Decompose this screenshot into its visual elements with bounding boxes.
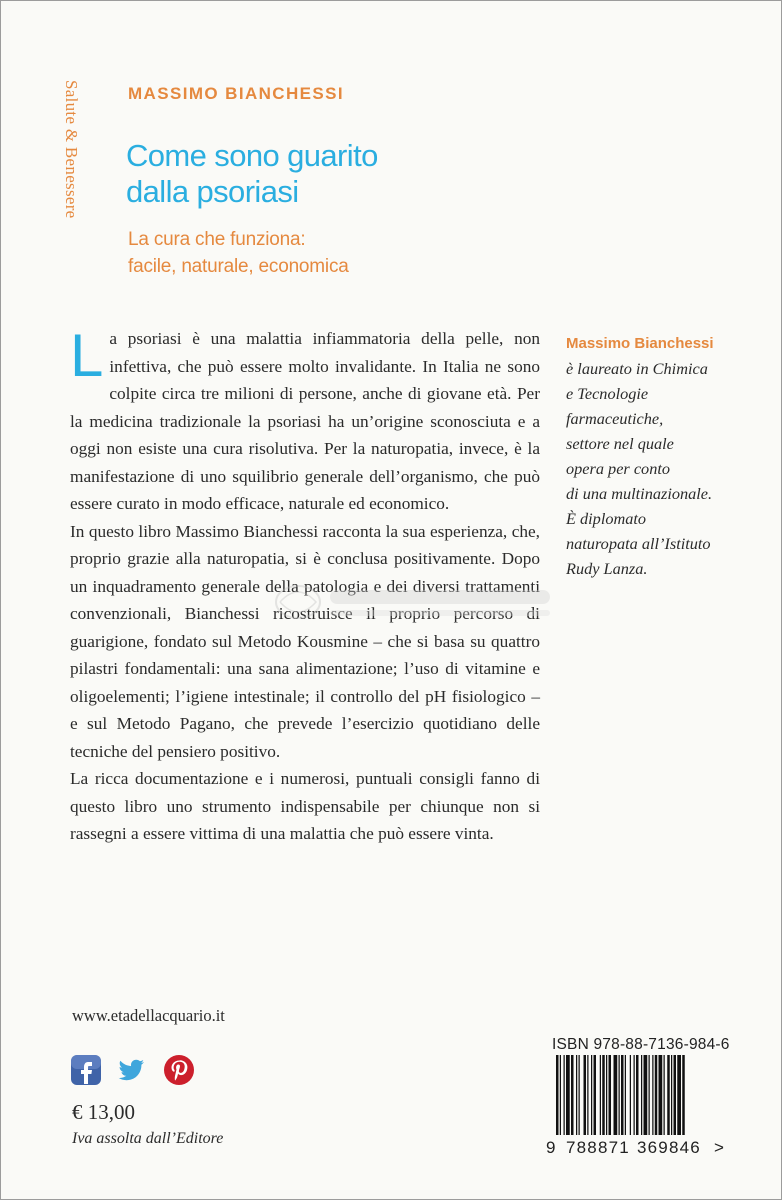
barcode-bar [584, 1055, 587, 1135]
publisher-website-link[interactable]: www.etadellacquario.it [72, 1006, 225, 1025]
barcode-bar [594, 1055, 597, 1135]
barcode-bar [644, 1055, 648, 1135]
author-bio [566, 330, 766, 581]
barcode-number [546, 1138, 736, 1160]
barcode-bar [636, 1055, 639, 1135]
barcode-bar [664, 1055, 665, 1135]
bio-line: È diplomato [566, 509, 647, 528]
blurb-paragraph [70, 322, 540, 518]
barcode-bar [659, 1055, 663, 1135]
facebook-icon[interactable] [70, 1054, 102, 1086]
barcode-bar [619, 1055, 620, 1135]
barcode-bar [671, 1055, 672, 1135]
drop-cap: L [70, 322, 104, 389]
barcode-bar [652, 1055, 653, 1135]
barcode-bar [591, 1055, 592, 1135]
barcode-bar [625, 1055, 626, 1135]
bio-line: settore nel quale [566, 434, 674, 453]
blurb-paragraph: La ricca documentazione e i numerosi, puntuali consigli fanno di questo libro uno strumento indispensabile per chiunque non si rassegni a essere vittima di una malattia che può essere vinta. [70, 769, 540, 843]
book-title-line: dalla psoriasi [126, 174, 299, 209]
barcode-bar [560, 1055, 561, 1135]
bio-line: Rudy Lanza. [566, 559, 648, 578]
barcode-bar [634, 1055, 635, 1135]
barcode-bar [630, 1055, 631, 1135]
barcode-bar [677, 1055, 681, 1135]
barcode-bar [579, 1055, 580, 1135]
bio-author-name: Massimo Bianchessi [566, 335, 714, 352]
barcode-bar [587, 1055, 588, 1135]
barcode-bar [564, 1055, 565, 1135]
book-subtitle [128, 226, 349, 280]
barcode-bar [566, 1055, 570, 1135]
barcode-bar [655, 1055, 658, 1135]
barcode-bar [674, 1055, 677, 1135]
barcode-bar [667, 1055, 670, 1135]
barcode-bar [600, 1055, 601, 1135]
bio-line: è laureato in Chimica [566, 359, 708, 378]
barcode-bar [571, 1055, 574, 1135]
isbn-label: ISBN 978-88-7136-984-6 [552, 1036, 730, 1053]
author-name: MASSIMO BIANCHESSI [128, 84, 344, 103]
vat-note: Iva assolta dall’Editore [72, 1130, 224, 1147]
barcode-bar [602, 1055, 605, 1135]
blurb-paragraph: In questo libro Massimo Bianchessi racconta la sua esperienza, che, proprio grazie alla naturopatia, si è conclusa positivamente. Dopo un inquadramento generale della patologia e dei diversi trattamenti convenzionali, Bianchessi ricostruisce il proprio percorso di guarigione, fondato sul Metodo Kousmine – che si basa su quattro pilastri fondamentali: una sana alimentazione; l’uso di vitamine e oligoelementi; l’igiene intestinale; il controllo del pH fisiologico – e sul Metodo Pagano, che prevede l’esercizio quotidiano delle tecniche del pensiero positivo. [70, 521, 540, 761]
barcode-digit-group: 369846 [637, 1138, 701, 1157]
twitter-icon[interactable] [114, 1054, 146, 1086]
barcode-digit-lead: 9 [546, 1138, 556, 1157]
barcode-bar [649, 1055, 650, 1135]
barcode-bar [556, 1055, 559, 1135]
book-subtitle-line: facile, naturale, economica [128, 256, 349, 277]
series-label [61, 80, 85, 270]
barcode-digit-group: 788871 [566, 1138, 630, 1157]
barcode-bar [641, 1055, 642, 1135]
barcode-quiet-zone-marker: > [714, 1138, 724, 1157]
bio-line: farmaceutiche, [566, 409, 664, 428]
barcode-bar [576, 1055, 577, 1135]
book-title [126, 138, 378, 210]
bio-line: opera per conto [566, 459, 670, 478]
barcode-bar [621, 1055, 624, 1135]
bio-line: e Tecnologie [566, 384, 649, 403]
book-title-line: Come sono guarito [126, 138, 378, 173]
bio-line: naturopata all’Istituto [566, 534, 711, 553]
series-label-text: Salute & Benessere [62, 80, 81, 219]
watermark-logo [270, 572, 570, 632]
book-subtitle-line: La cura che funziona: [128, 229, 306, 250]
barcode-bar [614, 1055, 618, 1135]
pinterest-icon[interactable] [163, 1054, 195, 1086]
barcode-bar [682, 1055, 685, 1135]
blurb-paragraph-text: a psoriasi è una malattia infiammatoria della pelle, non infettiva, che può essere molto invalidante. In Italia ne sono colpite circa tre milioni di persone, anche di giovane età. Per la medicina tradizionale la psoriasi ha un’origine sconosciuta e a oggi non esiste una cura risolutiva. Per la naturopatia, invece, è la manifestazione di uno squilibrio generale dell’organismo, che può essere curato in modo efficace, naturale ed economico. [70, 329, 540, 513]
book-price: € 13,00 [72, 1100, 135, 1124]
barcode-bar [609, 1055, 612, 1135]
barcode-bar [606, 1055, 607, 1135]
bio-line: di una multinazionale. [566, 484, 713, 503]
